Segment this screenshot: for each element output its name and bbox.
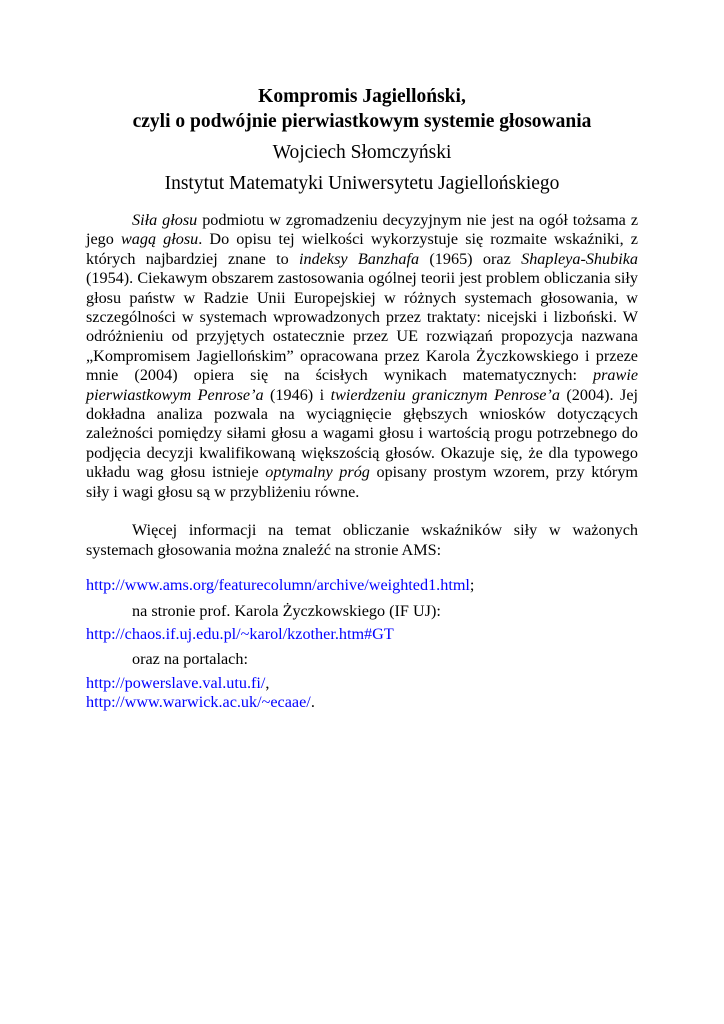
ams-link-line — [86, 576, 638, 595]
abstract-paragraph — [86, 211, 638, 502]
warwick-link[interactable]: http://www.warwick.ac.uk/~ecaae/ — [86, 693, 311, 712]
ams-link[interactable]: http://www.ams.org/featurecolumn/archive/weighted1.html — [86, 576, 470, 595]
ams-link-suffix: ; — [469, 576, 475, 595]
abstract-text: (2004). Jej dokładna analiza pozwala na wyciągnięcie głębszych wniosków dotyczących zależności pomiędzy siłami głosu a wagami głosu i wartością progu potrzebnego do podjęcia decyzji kwalifikowaną większością głosów. Okazuje się, że dla typowego układu wag głosu istnieje — [86, 385, 639, 482]
karol-intro: na stronie prof. Karola Życzkowskiego (IF UJ): — [132, 601, 441, 620]
portal2-link-line — [86, 693, 638, 712]
abstract-term-optimal-quota: optymalny próg — [265, 463, 370, 482]
more-info-paragraph: Więcej informacji na temat obliczanie wskaźników siły w ważonych systemach głosowania można znaleźć na stronie AMS: — [86, 521, 638, 559]
portal1-link-line — [86, 674, 638, 693]
karol-link[interactable]: http://chaos.if.uj.edu.pl/~karol/kzother.htm#GT — [86, 624, 394, 643]
abstract-text: (1954). Ciekawym obszarem zastosowania ogólnej teorii jest problem obliczania siły głosu państw w Radzie Unii Europejskiej w różnych systemach głosowania, w szczególności w systemach wprowadzonych przez traktaty: nicejski i lizboński. W odróżnieniu od przyjętych ostatecznie przez UE rozwiązań propozycja nazwana „Kompromisem Jagiellońskim” opracowana przez Karola Życzkowskiego i przeze mnie (2004) opiera się na ścisłych wynikach matematycznych: — [86, 269, 638, 385]
abstract-text: opisany prostym wzorem, przy którym siły i wagi głosu są w przybliżeniu równe. — [86, 463, 639, 501]
karol-link-line — [86, 625, 638, 644]
portals-intro: oraz na portalach: — [132, 650, 248, 669]
abstract-term-waga-glosu: wagą głosu — [120, 230, 199, 249]
document-title — [86, 84, 638, 134]
document-page — [86, 84, 638, 713]
powerslave-link[interactable]: http://powerslave.val.utu.fi/ — [86, 673, 266, 692]
affiliation: Instytut Matematyki Uniwersytetu Jagiellońskiego — [164, 173, 560, 194]
abstract-term-sila-glosu: Siła głosu — [132, 211, 198, 229]
author-name: Wojciech Słomczyński — [272, 142, 452, 163]
abstract-term-shapley-shubik: Shapleya-Shubika — [521, 249, 638, 268]
abstract-term-banzhaf: indeksy Banzhafa — [299, 249, 420, 268]
abstract-term-penrose-theorem: twierdzeniu granicznym Penrose’a — [330, 385, 560, 404]
abstract-text: . Do opisu tej wielkości wykorzystuje się rozmaite wskaźniki, z których najbardziej znane to — [86, 230, 638, 268]
abstract-text: (1965) oraz — [419, 249, 522, 268]
title-line-1: Kompromis Jagielloński, — [258, 86, 466, 107]
portal2-link-suffix: . — [310, 693, 315, 712]
portal1-link-suffix: , — [265, 673, 270, 692]
abstract-term-penrose-law: prawie pierwiastkowym Penrose’a — [86, 366, 638, 404]
title-line-2: czyli o podwójnie pierwiastkowym systemie głosowania — [132, 111, 592, 132]
abstract-text: (1946) i — [263, 385, 331, 404]
abstract-text: podmiotu w zgromadzeniu decyzyjnym nie jest na ogół tożsama z jego — [86, 211, 638, 249]
